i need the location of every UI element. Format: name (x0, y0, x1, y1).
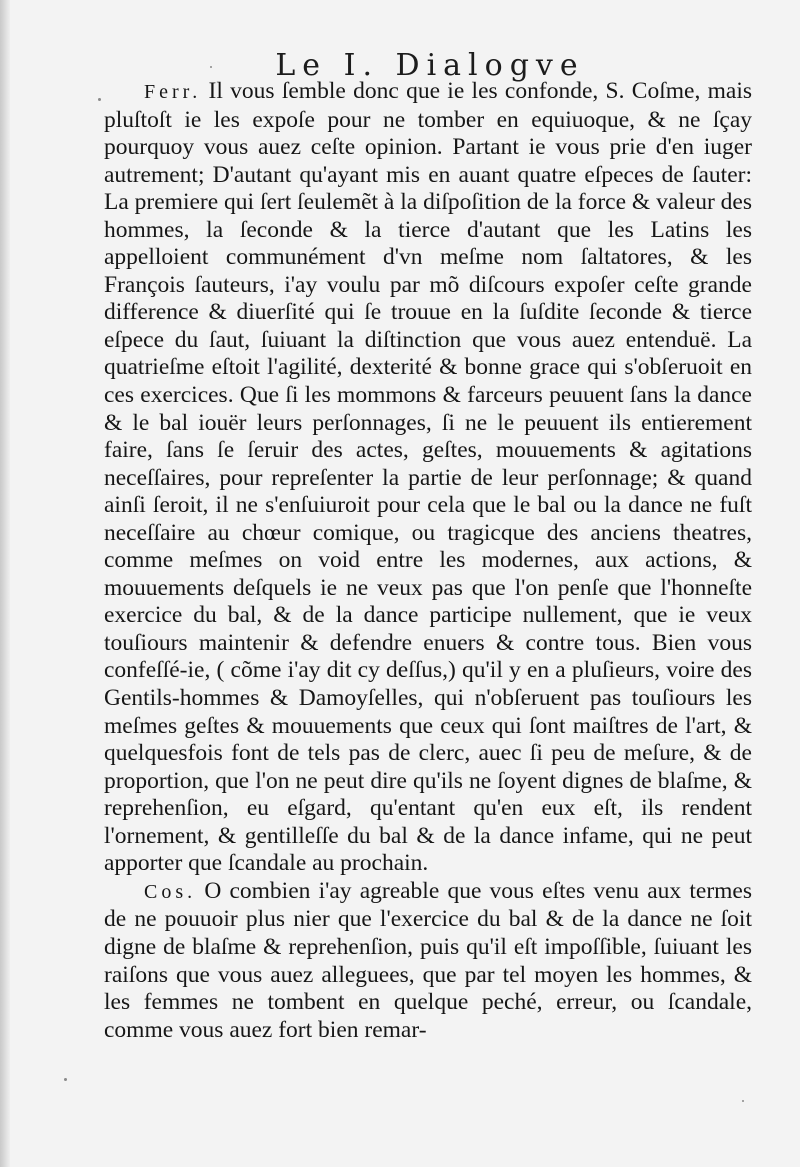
speaker-label: Cos. (144, 880, 197, 903)
paper-speck (98, 98, 101, 101)
body-text (104, 78, 752, 1044)
page-gutter-shadow (0, 0, 10, 1167)
paper-speck (64, 1078, 67, 1081)
paragraph-ferr (104, 78, 752, 878)
paper-speck (742, 1100, 744, 1102)
speaker-label: Ferr. (144, 81, 202, 103)
paragraph-cos (104, 878, 752, 1044)
paper-speck (210, 66, 212, 68)
paragraph-text: Il vous ſemble donc que ie les confonde, S. Coſme, mais pluſtoſt ie les expoſe pour ne tomber en equiuoque, & ne ſçay pourquoy vous auez ceſte opinion. Partant ie vous prie d'en iuger autrement; D'autant qu'ayant mis en auant quatre eſpeces de ſauter: La premiere qui ſert ſeulemẽt à la diſpoſition de la force & valeur des hommes, la ſeconde & la tierce d'autant que les Latins les appelloient communément d'vn meſme nom ſaltatores, & les François ſauteurs, i'ay voulu par mõ diſcours expoſer ceſte grande difference & diuerſité qui ſe trouue en la ſuſdite ſeconde & tierce eſpece du ſaut, ſuiuant la diſtinction que vous auez entenduë. La quatrieſme eſtoit l'agilité, dexterité & bonne grace qui s'obſeruoit en ces exercices. Que ſi les mommons & farceurs peuuent ſans la dance & le bal iouër leurs perſonnages, ſi ne le peuuent ils entierement faire, ſans ſe ſeruir des actes, geſtes, mouuements & agitations neceſſaires, pour repreſenter la partie de leur perſonnage; & quand ainſi ſeroit, il ne s'enſuiuroit pour cela que le bal ou la dance ne fuſt neceſſaire au chœur comique, ou tragicque des anciens theatres, comme meſmes on void entre les modernes, aux actions, & mouuements deſquels ie ne veux pas que l'on penſe que l'honneſte exercice du bal, & de la dance participe nullement, que ie veux touſiours maintenir & defendre enuers & contre tous. Bien vous confeſſé-ie, ( cõme i'ay dit cy deſſus,) qu'il y en a pluſieurs, voire des Gentils-hommes & Damoyſelles, qui n'obſeruent pas touſiours les meſmes geſtes & mouuements que ceux qui ſont maiſtres de l'art, & quelquesfois font de tels pas de clerc, auec ſi peu de meſure, & de proportion, que l'on ne peut dire qu'ils ne ſoyent dignes de blaſme, & reprehenſion, eu eſgard, qu'entant qu'en eux eſt, ils rendent l'ornement, & gentilleſſe du bal & de la dance infame, qui ne peut apporter que ſcandale au prochain. (104, 78, 752, 877)
paragraph-text: O combien i'ay agreable que vous eſtes venu aux termes de ne pouuoir plus nier que l'exercice du bal & de la dance ne ſoit digne de blaſme & reprehenſion, puis qu'il eſt impoſſible, ſuiuant les raiſons que vous auez alleguees, que par tel moyen les hommes, & les femmes ne tombent en quelque peché, erreur, ou ſcandale, comme vous auez fort bien remar- (104, 877, 752, 1043)
running-header: Le I. Dialogve (275, 48, 585, 83)
